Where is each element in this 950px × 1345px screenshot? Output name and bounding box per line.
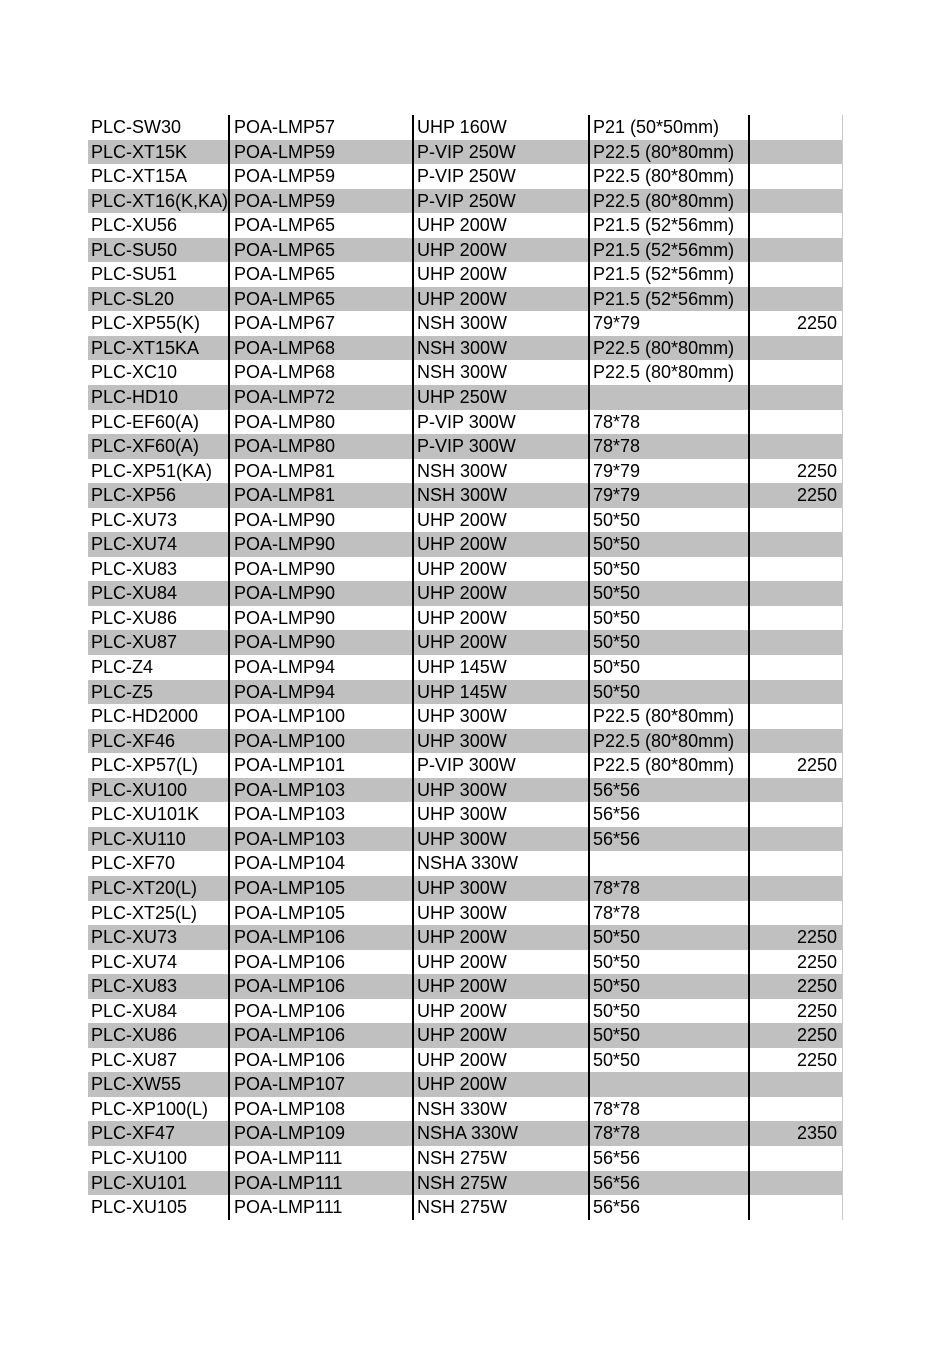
lamp-type-cell: P-VIP 250W	[417, 166, 516, 187]
lamp-type-cell: NSHA 330W	[417, 853, 519, 874]
lamp-size-cell: P21 (50*50mm)	[593, 117, 720, 137]
projector-model-cell: PLC-XU100	[91, 1147, 188, 1168]
projector-model-cell: PLC-XF46	[91, 730, 176, 751]
lamp-hours-cell	[749, 164, 837, 189]
lamp-hours-cell	[749, 434, 837, 459]
lamp-part-number-cell: POA-LMP94	[234, 681, 336, 702]
lamp-hours-cell: 2250	[796, 927, 837, 948]
lamp-hours-cell: 2250	[796, 1025, 837, 1046]
table-row	[88, 778, 843, 803]
lamp-part-number-cell: POA-LMP106	[234, 927, 346, 948]
table-row	[88, 532, 843, 557]
table-row	[88, 508, 843, 533]
lamp-part-number-cell: POA-LMP67	[234, 313, 336, 334]
lamp-size-cell: 50*50	[593, 1000, 641, 1021]
lamp-type-cell: UHP 300W	[417, 877, 507, 898]
table-row	[88, 1023, 843, 1048]
lamp-part-number-cell: POA-LMP100	[234, 706, 346, 727]
lamp-type-cell: UHP 160W	[417, 117, 507, 137]
lamp-part-number-cell: POA-LMP111	[234, 1172, 343, 1193]
lamp-part-number-cell: POA-LMP106	[234, 951, 346, 972]
lamp-hours-cell: 2250	[796, 460, 837, 481]
projector-model-cell: PLC-XU87	[91, 1049, 178, 1070]
lamp-hours-cell: 2350	[796, 1123, 837, 1144]
lamp-size-cell: 56*56	[593, 1197, 641, 1218]
lamp-size-cell: P22.5 (80*80mm)	[593, 755, 735, 776]
table-row	[88, 213, 843, 238]
lamp-type-cell: UHP 200W	[417, 288, 507, 309]
lamp-size-cell: P22.5 (80*80mm)	[593, 166, 735, 187]
lamp-hours-cell	[749, 557, 837, 582]
lamp-hours-cell	[749, 851, 837, 876]
table-row	[88, 483, 843, 508]
table-row	[88, 655, 843, 680]
table-row	[88, 876, 843, 901]
lamp-hours-cell	[749, 287, 837, 312]
projector-model-cell: PLC-XP56	[91, 485, 177, 506]
projector-model-cell: PLC-Z5	[91, 681, 154, 702]
lamp-size-cell: P22.5 (80*80mm)	[593, 362, 735, 383]
table-row	[88, 581, 843, 606]
lamp-type-cell: NSH 300W	[417, 313, 508, 334]
projector-model-cell: PLC-XU110	[91, 828, 186, 849]
lamp-hours-cell	[749, 115, 837, 140]
lamp-type-cell: P-VIP 300W	[417, 755, 516, 776]
lamp-size-cell: 50*50	[593, 657, 641, 678]
table-row	[88, 434, 843, 459]
lamp-part-number-cell: POA-LMP65	[234, 288, 336, 309]
table-row	[88, 1146, 843, 1171]
table-row	[88, 385, 843, 410]
column-divider	[748, 115, 750, 1220]
lamp-type-cell: UHP 200W	[417, 264, 507, 285]
table-row	[88, 311, 843, 336]
lamp-size-cell: 50*50	[593, 583, 641, 604]
lamp-hours-cell: 2250	[796, 1049, 837, 1070]
lamp-type-cell: UHP 200W	[417, 1049, 507, 1070]
table-row	[88, 753, 843, 778]
lamp-type-cell: UHP 200W	[417, 509, 507, 530]
projector-model-cell: PLC-XU101K	[91, 804, 200, 825]
lamp-part-number-cell: POA-LMP65	[234, 215, 336, 236]
lamp-part-number-cell: POA-LMP80	[234, 436, 336, 457]
projector-model-cell: PLC-HD10	[91, 387, 179, 408]
table-row	[88, 950, 843, 975]
lamp-part-number-cell: POA-LMP106	[234, 976, 346, 997]
lamp-part-number-cell: POA-LMP68	[234, 337, 336, 358]
lamp-type-cell: UHP 250W	[417, 387, 507, 408]
lamp-size-cell: P22.5 (80*80mm)	[593, 190, 735, 211]
lamp-part-number-cell: POA-LMP59	[234, 166, 336, 187]
lamp-type-cell: UHP 145W	[417, 681, 507, 702]
lamp-size-cell: 50*50	[593, 509, 641, 530]
table-row	[88, 1072, 843, 1097]
lamp-size-cell: 56*56	[593, 1172, 641, 1193]
table-row	[88, 115, 843, 140]
lamp-hours-cell	[749, 508, 837, 533]
table-row	[88, 851, 843, 876]
lamp-type-cell: UHP 200W	[417, 583, 507, 604]
lamp-type-cell: UHP 200W	[417, 239, 507, 260]
column-divider	[412, 115, 414, 1220]
lamp-size-cell: 79*79	[593, 313, 641, 334]
lamp-hours-cell	[749, 876, 837, 901]
lamp-part-number-cell: POA-LMP111	[234, 1197, 343, 1218]
projector-model-cell: PLC-XU101	[91, 1172, 188, 1193]
table-row	[88, 802, 843, 827]
lamp-size-cell: 50*50	[593, 927, 641, 948]
lamp-part-number-cell: POA-LMP105	[234, 902, 346, 923]
lamp-part-number-cell: POA-LMP90	[234, 607, 336, 628]
lamp-table	[88, 115, 843, 1220]
lamp-type-cell: NSH 330W	[417, 1098, 508, 1119]
lamp-size-cell: 50*50	[593, 1049, 641, 1070]
lamp-type-cell: UHP 200W	[417, 951, 507, 972]
projector-model-cell: PLC-XT15K	[91, 141, 188, 162]
lamp-type-cell: UHP 300W	[417, 804, 507, 825]
lamp-part-number-cell: POA-LMP90	[234, 632, 336, 653]
lamp-hours-cell	[749, 410, 837, 435]
lamp-part-number-cell: POA-LMP59	[234, 141, 336, 162]
lamp-hours-cell	[749, 213, 837, 238]
lamp-hours-cell	[749, 1146, 837, 1171]
lamp-hours-cell	[749, 778, 837, 803]
lamp-hours-cell	[749, 336, 837, 361]
lamp-type-cell: P-VIP 250W	[417, 190, 516, 211]
lamp-part-number-cell: POA-LMP106	[234, 1049, 346, 1070]
lamp-size-cell: 56*56	[593, 1147, 641, 1168]
lamp-type-cell: NSH 275W	[417, 1197, 508, 1218]
table-row	[88, 336, 843, 361]
lamp-size-cell: P22.5 (80*80mm)	[593, 337, 735, 358]
table-row	[88, 262, 843, 287]
lamp-type-cell: UHP 300W	[417, 779, 507, 800]
table-row	[88, 925, 843, 950]
lamp-type-cell: NSH 300W	[417, 337, 508, 358]
lamp-type-cell: P-VIP 300W	[417, 436, 516, 457]
lamp-hours-cell	[749, 1072, 837, 1097]
lamp-size-cell: P22.5 (80*80mm)	[593, 141, 735, 162]
lamp-type-cell: NSH 275W	[417, 1172, 508, 1193]
lamp-part-number-cell: POA-LMP106	[234, 1025, 346, 1046]
projector-model-cell: PLC-XU100	[91, 779, 188, 800]
lamp-size-cell: 56*56	[593, 828, 641, 849]
lamp-hours-cell	[749, 581, 837, 606]
lamp-hours-cell	[749, 532, 837, 557]
projector-model-cell: PLC-XT15KA	[91, 337, 200, 358]
lamp-size-cell: 50*50	[593, 632, 641, 653]
lamp-size-cell: 56*56	[593, 779, 641, 800]
projector-model-cell: PLC-XT16(K,KA)	[91, 190, 229, 211]
lamp-type-cell: UHP 200W	[417, 215, 507, 236]
lamp-size-cell: 56*56	[593, 804, 641, 825]
lamp-part-number-cell: POA-LMP94	[234, 657, 336, 678]
lamp-type-cell: UHP 200W	[417, 1000, 507, 1021]
lamp-hours-cell	[749, 680, 837, 705]
lamp-hours-cell	[749, 1171, 837, 1196]
lamp-part-number-cell: POA-LMP81	[234, 485, 336, 506]
projector-model-cell: PLC-XF47	[91, 1123, 176, 1144]
lamp-type-cell: UHP 300W	[417, 706, 507, 727]
lamp-hours-cell	[749, 1097, 837, 1122]
lamp-type-cell: UHP 200W	[417, 1074, 507, 1095]
lamp-hours-cell	[749, 360, 837, 385]
lamp-part-number-cell: POA-LMP90	[234, 583, 336, 604]
projector-model-cell: PLC-SW30	[91, 117, 182, 137]
projector-model-cell: PLC-XU84	[91, 583, 178, 604]
projector-model-cell: PLC-XP100(L)	[91, 1098, 209, 1119]
lamp-type-cell: UHP 200W	[417, 976, 507, 997]
projector-model-cell: PLC-XC10	[91, 362, 178, 383]
lamp-size-cell: 50*50	[593, 951, 641, 972]
table-row	[88, 827, 843, 852]
projector-model-cell: PLC-XT20(L)	[91, 877, 198, 898]
projector-model-cell: PLC-XU73	[91, 509, 178, 530]
lamp-part-number-cell: POA-LMP101	[234, 755, 346, 776]
lamp-part-number-cell: POA-LMP65	[234, 264, 336, 285]
lamp-part-number-cell: POA-LMP59	[234, 190, 336, 211]
projector-model-cell: PLC-XT25(L)	[91, 902, 198, 923]
lamp-type-cell: UHP 200W	[417, 927, 507, 948]
table-row	[88, 1195, 843, 1220]
projector-model-cell: PLC-XU74	[91, 951, 178, 972]
table-row	[88, 459, 843, 484]
table-row	[88, 974, 843, 999]
lamp-hours-cell	[749, 901, 837, 926]
table-row	[88, 606, 843, 631]
lamp-hours-cell	[749, 802, 837, 827]
table-row	[88, 410, 843, 435]
lamp-type-cell: P-VIP 300W	[417, 411, 516, 432]
lamp-type-cell: UHP 300W	[417, 730, 507, 751]
lamp-part-number-cell: POA-LMP100	[234, 730, 346, 751]
table-row	[88, 140, 843, 165]
column-divider	[588, 115, 590, 1220]
lamp-hours-cell	[749, 729, 837, 754]
lamp-part-number-cell: POA-LMP90	[234, 509, 336, 530]
projector-model-cell: PLC-XU56	[91, 215, 178, 236]
lamp-type-cell: UHP 200W	[417, 607, 507, 628]
table-row	[88, 704, 843, 729]
lamp-size-cell: 79*79	[593, 460, 641, 481]
lamp-size-cell: 78*78	[593, 1098, 641, 1119]
lamp-part-number-cell: POA-LMP68	[234, 362, 336, 383]
lamp-type-cell: NSHA 330W	[417, 1123, 519, 1144]
lamp-hours-cell: 2250	[796, 313, 837, 334]
projector-model-cell: PLC-HD2000	[91, 706, 199, 727]
lamp-size-cell: P21.5 (52*56mm)	[593, 288, 735, 309]
lamp-part-number-cell: POA-LMP108	[234, 1098, 346, 1119]
projector-model-cell: PLC-XU83	[91, 976, 178, 997]
lamp-hours-cell	[749, 385, 837, 410]
lamp-hours-cell	[749, 140, 837, 165]
column-divider	[228, 115, 230, 1220]
lamp-part-number-cell: POA-LMP81	[234, 460, 336, 481]
projector-model-cell: PLC-EF60(A)	[91, 411, 200, 432]
projector-model-cell: PLC-XU73	[91, 927, 178, 948]
lamp-part-number-cell: POA-LMP57	[234, 117, 336, 137]
lamp-type-cell: UHP 200W	[417, 632, 507, 653]
lamp-part-number-cell: POA-LMP105	[234, 877, 346, 898]
lamp-type-cell: UHP 300W	[417, 902, 507, 923]
lamp-hours-cell	[749, 827, 837, 852]
projector-model-cell: PLC-XU105	[91, 1197, 188, 1218]
lamp-size-cell: 50*50	[593, 558, 641, 579]
lamp-type-cell: UHP 200W	[417, 1025, 507, 1046]
lamp-hours-cell	[749, 655, 837, 680]
lamp-part-number-cell: POA-LMP72	[234, 387, 336, 408]
projector-model-cell: PLC-SU50	[91, 239, 178, 260]
lamp-hours-cell: 2250	[796, 485, 837, 506]
table-row	[88, 557, 843, 582]
projector-model-cell: PLC-SL20	[91, 288, 175, 309]
table-row	[88, 1121, 843, 1146]
lamp-part-number-cell: POA-LMP80	[234, 411, 336, 432]
lamp-type-cell: NSH 300W	[417, 460, 508, 481]
lamp-type-cell: NSH 300W	[417, 362, 508, 383]
lamp-type-cell: UHP 200W	[417, 534, 507, 555]
projector-model-cell: PLC-XF70	[91, 853, 176, 874]
column-divider	[842, 115, 843, 1220]
table-row	[88, 360, 843, 385]
table-row	[88, 1171, 843, 1196]
lamp-hours-cell	[749, 606, 837, 631]
projector-model-cell: PLC-XU86	[91, 1025, 178, 1046]
projector-model-cell: PLC-XU84	[91, 1000, 178, 1021]
lamp-type-cell: UHP 145W	[417, 657, 507, 678]
lamp-hours-cell: 2250	[796, 951, 837, 972]
lamp-type-cell: UHP 300W	[417, 828, 507, 849]
table-row	[88, 729, 843, 754]
lamp-part-number-cell: POA-LMP90	[234, 534, 336, 555]
projector-model-cell: PLC-Z4	[91, 657, 154, 678]
table-row	[88, 999, 843, 1024]
lamp-type-cell: NSH 300W	[417, 485, 508, 506]
table-row	[88, 1097, 843, 1122]
table-row	[88, 287, 843, 312]
lamp-type-cell: NSH 275W	[417, 1147, 508, 1168]
lamp-size-cell: 50*50	[593, 607, 641, 628]
lamp-hours-cell: 2250	[796, 755, 837, 776]
lamp-size-cell: P21.5 (52*56mm)	[593, 264, 735, 285]
lamp-part-number-cell: POA-LMP107	[234, 1074, 346, 1095]
lamp-type-cell: UHP 200W	[417, 558, 507, 579]
lamp-part-number-cell: POA-LMP65	[234, 239, 336, 260]
projector-model-cell: PLC-SU51	[91, 264, 178, 285]
lamp-part-number-cell: POA-LMP109	[234, 1123, 346, 1144]
projector-model-cell: PLC-XU87	[91, 632, 178, 653]
table-row	[88, 238, 843, 263]
table-row	[88, 630, 843, 655]
projector-model-cell: PLC-XU86	[91, 607, 178, 628]
table-row	[88, 164, 843, 189]
lamp-part-number-cell: POA-LMP103	[234, 828, 346, 849]
lamp-part-number-cell: POA-LMP111	[234, 1147, 343, 1168]
lamp-size-cell: 78*78	[593, 436, 641, 457]
lamp-part-number-cell: POA-LMP103	[234, 804, 346, 825]
projector-model-cell: PLC-XU74	[91, 534, 178, 555]
lamp-size-cell: 79*79	[593, 485, 641, 506]
projector-model-cell: PLC-XP55(K)	[91, 313, 201, 334]
lamp-hours-cell	[749, 262, 837, 287]
lamp-size-cell: P21.5 (52*56mm)	[593, 239, 735, 260]
projector-model-cell: PLC-XT15A	[91, 166, 188, 187]
lamp-part-number-cell: POA-LMP106	[234, 1000, 346, 1021]
lamp-part-number-cell: POA-LMP104	[234, 853, 346, 874]
projector-model-cell: PLC-XW55	[91, 1074, 182, 1095]
lamp-size-cell: P21.5 (52*56mm)	[593, 215, 735, 236]
lamp-part-number-cell: POA-LMP90	[234, 558, 336, 579]
projector-model-cell: PLC-XP57(L)	[91, 755, 199, 776]
lamp-hours-cell	[749, 189, 837, 214]
lamp-size-cell: 78*78	[593, 1123, 641, 1144]
projector-model-cell: PLC-XP51(KA)	[91, 460, 213, 481]
lamp-part-number-cell: POA-LMP103	[234, 779, 346, 800]
lamp-size-cell: 50*50	[593, 681, 641, 702]
projector-model-cell: PLC-XF60(A)	[91, 436, 200, 457]
lamp-type-cell: P-VIP 250W	[417, 141, 516, 162]
lamp-size-cell: P22.5 (80*80mm)	[593, 706, 735, 727]
projector-model-cell: PLC-XU83	[91, 558, 178, 579]
lamp-size-cell: 78*78	[593, 902, 641, 923]
lamp-size-cell: 78*78	[593, 877, 641, 898]
table-row	[88, 680, 843, 705]
table-row	[88, 189, 843, 214]
lamp-hours-cell	[749, 704, 837, 729]
lamp-hours-cell	[749, 630, 837, 655]
lamp-hours-cell	[749, 1195, 837, 1220]
table-row	[88, 901, 843, 926]
lamp-size-cell: 50*50	[593, 534, 641, 555]
lamp-size-cell: 78*78	[593, 411, 641, 432]
lamp-size-cell: 50*50	[593, 1025, 641, 1046]
table-row	[88, 1048, 843, 1073]
lamp-hours-cell: 2250	[796, 1000, 837, 1021]
lamp-size-cell: 50*50	[593, 976, 641, 997]
lamp-hours-cell: 2250	[796, 976, 837, 997]
lamp-hours-cell	[749, 238, 837, 263]
lamp-size-cell: P22.5 (80*80mm)	[593, 730, 735, 751]
